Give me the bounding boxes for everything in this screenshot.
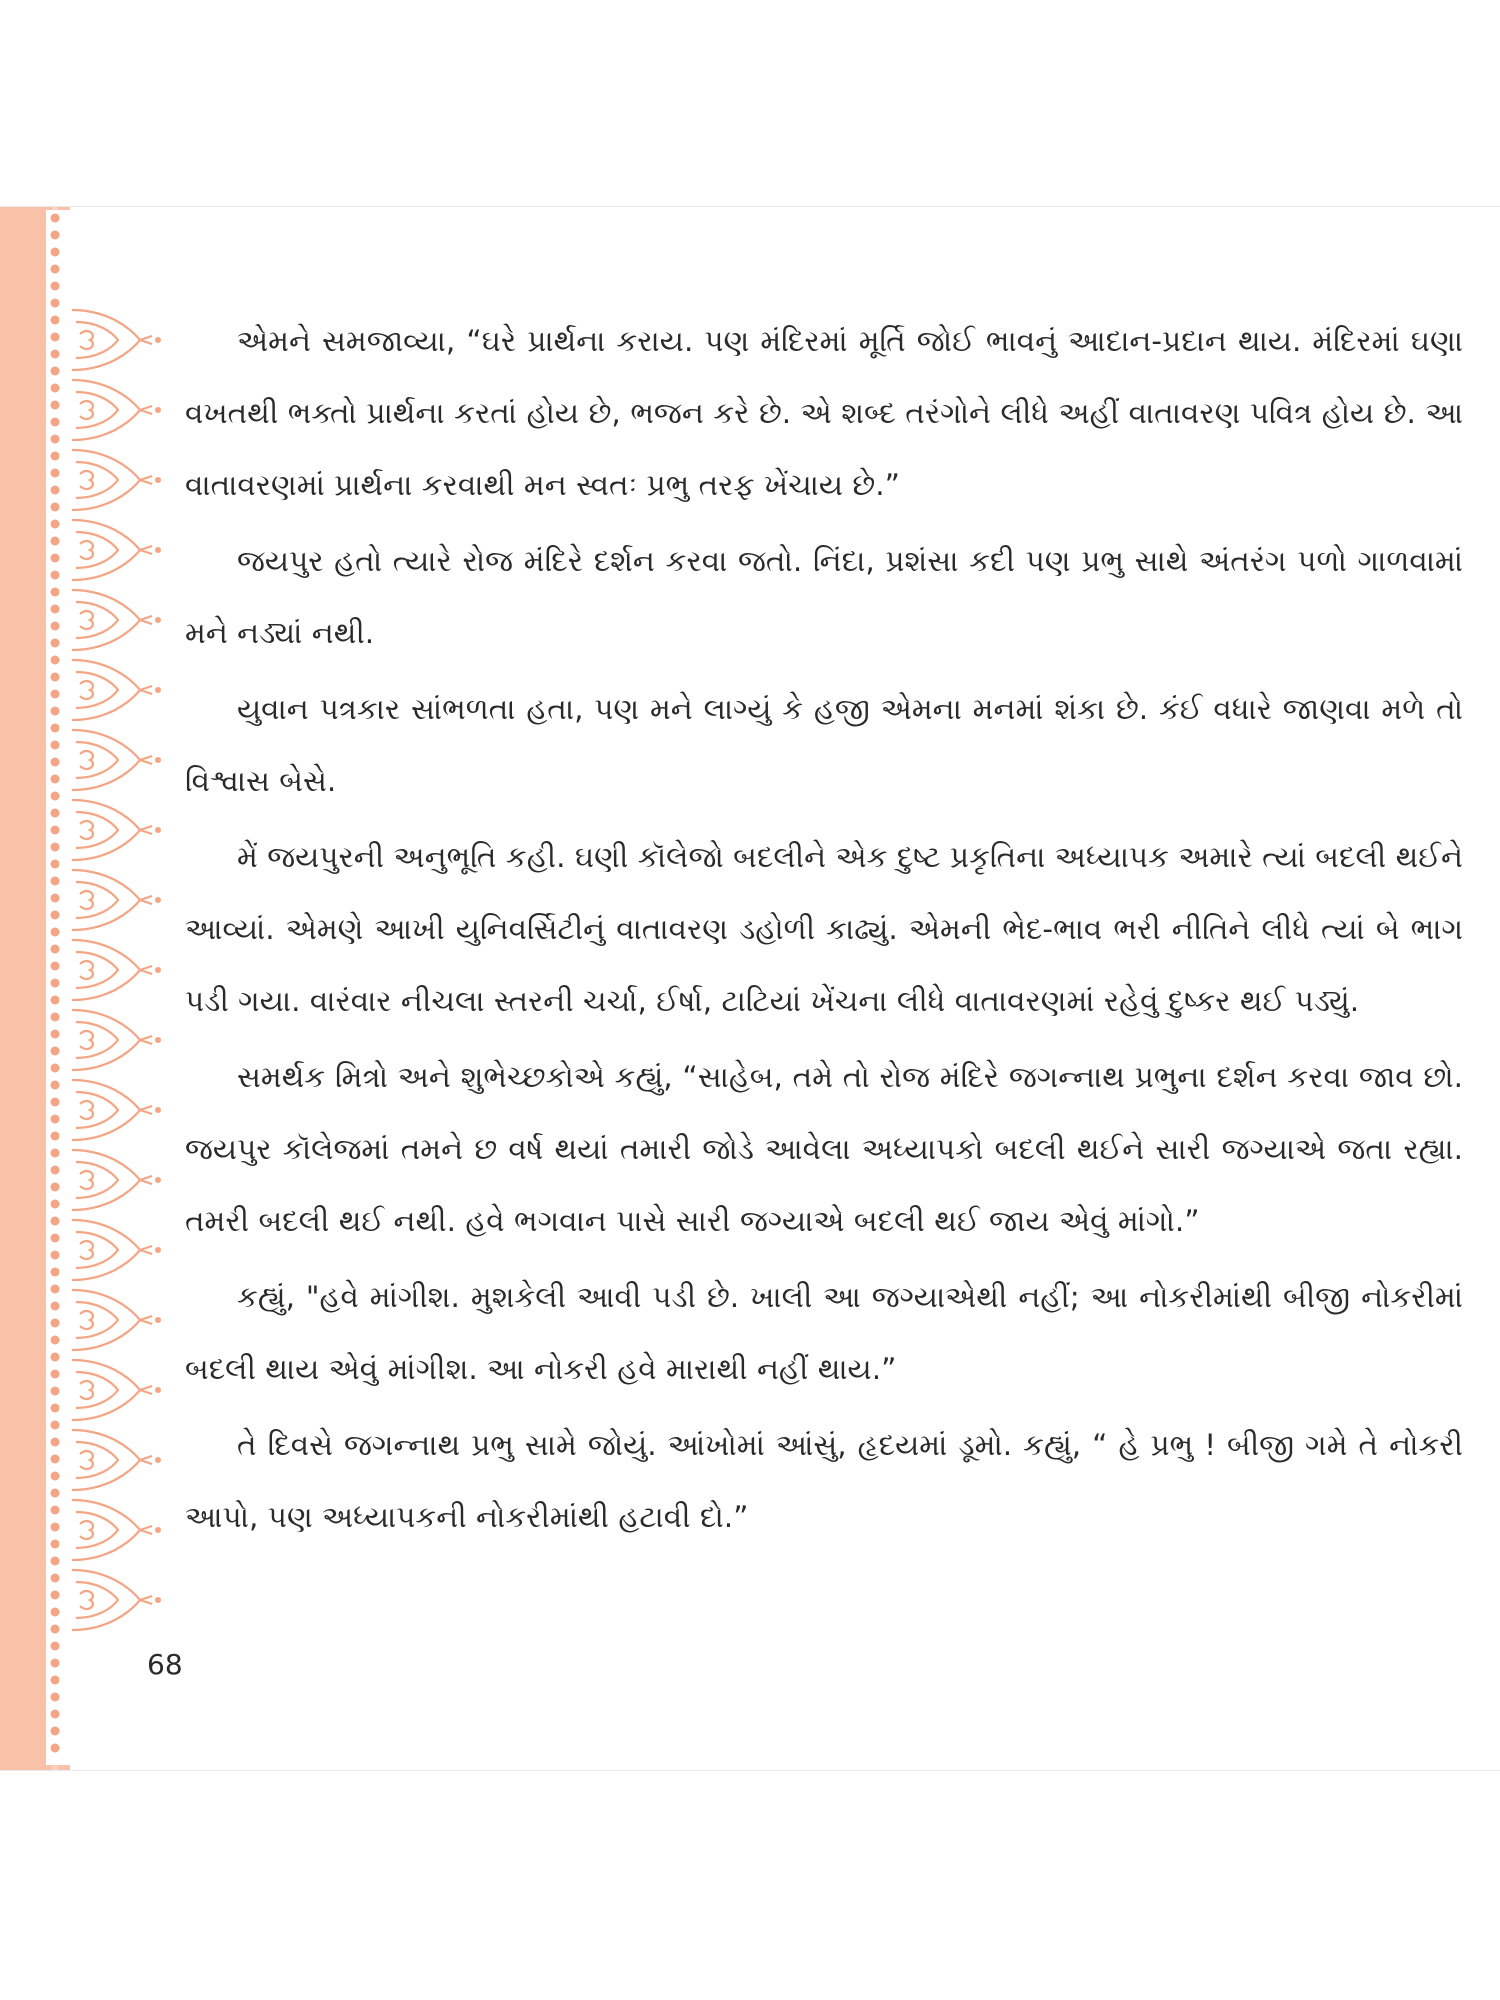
border-dot <box>51 1149 60 1158</box>
paragraph: સમર્થક મિત્રો અને શુભેચ્છકોએ કહ્યું, “સાહેબ, તમે તો રોજ મંદિરે જગન્નાથ પ્રભુના દર્શન કરવા જાવ છો. જયપુર કૉલેજમાં તમને છ વર્ષ થયાં તમારી જોડે આવેલા અધ્યાપકો બદલી થઈને સારી જગ્યાએ જતા રહ્યા. તમરી બદલી થઈ નથી. હવે ભગવાન પાસે સારી જગ્યાએ બદલી થઈ જાય એવું માંગો.” <box>185 1060 1463 1238</box>
border-dot <box>51 1421 60 1430</box>
page-bottom-edge <box>0 1770 1500 1771</box>
border-dot <box>51 1710 60 1719</box>
border-dot <box>51 1183 60 1192</box>
paisley-ornament <box>72 730 161 790</box>
border-dot <box>51 1727 60 1736</box>
border-dot <box>51 265 60 274</box>
border-dot <box>51 911 60 920</box>
border-dot <box>51 656 60 665</box>
border-dot <box>51 1625 60 1634</box>
border-dot <box>51 1676 60 1685</box>
paisley-ornament <box>72 1500 161 1560</box>
border-dot <box>51 1540 60 1549</box>
border-dot <box>51 1268 60 1277</box>
border-dot <box>51 979 60 988</box>
border-dot <box>51 843 60 852</box>
border-dot <box>51 486 60 495</box>
paisley-ornament <box>72 310 161 370</box>
border-dot <box>51 435 60 444</box>
border-dot <box>51 452 60 461</box>
paisley-ornament <box>72 450 161 510</box>
border-dot <box>51 1081 60 1090</box>
border-dot <box>51 282 60 291</box>
border-dot <box>51 333 60 342</box>
paisley-ornament <box>72 1360 161 1420</box>
border-dot <box>51 1574 60 1583</box>
body-text <box>185 305 1463 1557</box>
border-dot <box>51 639 60 648</box>
border-dot <box>51 537 60 546</box>
border-dot <box>51 826 60 835</box>
page-top-edge <box>0 206 1500 207</box>
border-dot <box>51 248 60 257</box>
dotted-border-icon <box>46 210 70 1765</box>
border-dot <box>51 1285 60 1294</box>
border-dot <box>51 1234 60 1243</box>
border-dot <box>51 1591 60 1600</box>
border-dot <box>51 554 60 563</box>
border-dot <box>51 1098 60 1107</box>
border-dot <box>51 605 60 614</box>
border-dot <box>51 231 60 240</box>
border-dot <box>51 1115 60 1124</box>
border-dot <box>51 1200 60 1209</box>
border-dot <box>51 792 60 801</box>
border-dot <box>51 1489 60 1498</box>
border-dot <box>51 1455 60 1464</box>
border-dot <box>51 1404 60 1413</box>
border-dot <box>51 367 60 376</box>
border-dot <box>51 775 60 784</box>
border-dot <box>51 1319 60 1328</box>
border-dot <box>51 1744 60 1753</box>
border-dot <box>51 316 60 325</box>
border-dot <box>51 1166 60 1175</box>
border-dot <box>51 1387 60 1396</box>
border-dot <box>51 622 60 631</box>
paisley-ornament <box>72 1570 161 1630</box>
paisley-ornament <box>72 380 161 440</box>
border-dot <box>51 401 60 410</box>
paisley-ornament <box>72 940 161 1000</box>
border-dot <box>51 1370 60 1379</box>
border-dot <box>51 758 60 767</box>
border-dot <box>51 1047 60 1056</box>
paisley-ornament <box>72 1220 161 1280</box>
border-dot <box>51 1642 60 1651</box>
border-dot <box>51 1523 60 1532</box>
border-dot <box>51 1557 60 1566</box>
border-dot <box>51 1251 60 1260</box>
paisley-ornament <box>72 870 161 930</box>
page-number: 68 <box>147 1648 183 1681</box>
border-dot <box>51 469 60 478</box>
border-dot <box>51 571 60 580</box>
border-dot <box>51 962 60 971</box>
border-dot <box>51 1217 60 1226</box>
border-dot <box>51 1693 60 1702</box>
border-dot <box>51 214 60 223</box>
paragraph: મેં જયપુરની અનુભૂતિ કહી. ઘણી કૉલેજો બદલીને એક દુષ્ટ પ્રકૃતિના અધ્યાપક અમારે ત્યાં બદલી થઈને આવ્યાં. એમણે આખી યુનિવર્સિટીનું વાતાવરણ ડહોળી કાઢ્યું. એમની ભેદ-ભાવ ભરી નીતિને લીધે ત્યાં બે ભાગ પડી ગયા. વારંવાર નીચલા સ્તરની ચર્ચા, ઈર્ષા, ટાટિયાં ખેંચના લીધે વાતાવરણમાં રહેવું દુષ્કર થઈ પડ્યું. <box>185 840 1463 1018</box>
border-dot <box>51 588 60 597</box>
paragraph: તે દિવસે જગન્નાથ પ્રભુ સામે જોયું. આંખોમાં આંસું, હૃદયમાં ડૂમો. કહ્યું, “ હે પ્રભુ ! બીજી ગમે તે નોકરી આપો, પણ અધ્યાપકની નોકરીમાંથી હટાવી દો.” <box>185 1428 1463 1534</box>
border-dot <box>51 299 60 308</box>
border-dot <box>51 1506 60 1515</box>
paragraph: યુવાન પત્રકાર સાંભળતા હતા, પણ મને લાગ્યું કે હજી એમના મનમાં શંકા છે. કંઈ વધારે જાણવા મળે તો વિશ્વાસ બેસે. <box>185 692 1463 798</box>
paisley-ornament <box>72 1150 161 1210</box>
border-dot <box>51 673 60 682</box>
border-dot <box>51 877 60 886</box>
border-dot <box>51 707 60 716</box>
border-dot <box>51 1302 60 1311</box>
border-dot <box>51 741 60 750</box>
border-dot <box>51 503 60 512</box>
border-dot <box>51 1438 60 1447</box>
border-dot <box>51 520 60 529</box>
paisley-ornament <box>72 1080 161 1140</box>
paisley-ornament <box>72 1010 161 1070</box>
border-dot <box>51 996 60 1005</box>
paisley-ornament <box>72 660 161 720</box>
paisley-ornament <box>72 520 161 580</box>
border-dot <box>51 809 60 818</box>
paisley-ornament <box>72 1290 161 1350</box>
border-dot <box>51 894 60 903</box>
border-dot <box>51 1336 60 1345</box>
border-dot <box>51 1472 60 1481</box>
border-dot <box>51 928 60 937</box>
paragraph: એમને સમજાવ્યા, “ઘરે પ્રાર્થના કરાય. પણ મંદિરમાં મૂર્તિ જોઈ ભાવનું આદાન-પ્રદાન થાય. મંદિરમાં ઘણા વખતથી ભક્તો પ્રાર્થના કરતાં હોય છે, ભજન કરે છે. એ શબ્દ તરંગોને લીધે અહીં વાતાવરણ પવિત્ર હોય છે. આ વાતાવરણમાં પ્રાર્થના કરવાથી મન સ્વતઃ પ્રભુ તરફ ખેંચાય છે.” <box>185 324 1463 502</box>
paisley-ornament <box>72 800 161 860</box>
paisley-ornament <box>72 1430 161 1490</box>
paragraph: કહ્યું, "હવે માંગીશ. મુશકેલી આવી પડી છે. ખાલી આ જગ્યાએથી નહીં; આ નોકરીમાંથી બીજી નોકરીમાં બદલી થાય એવું માંગીશ. આ નોકરી હવે મારાથી નહીં થાય.” <box>185 1280 1463 1386</box>
border-dot <box>51 350 60 359</box>
border-dot <box>51 945 60 954</box>
border-dot <box>51 724 60 733</box>
border-dot <box>51 384 60 393</box>
border-dot <box>51 690 60 699</box>
paragraph: જયપુર હતો ત્યારે રોજ મંદિરે દર્શન કરવા જતો. નિંદા, પ્રશંસા કદી પણ પ્રભુ સાથે અંતરંગ પળો ગાળવામાં મને નડ્યાં નથી. <box>185 544 1463 650</box>
border-dot <box>51 1132 60 1141</box>
border-dot <box>51 1659 60 1668</box>
paisley-ornament <box>72 590 161 650</box>
border-dot <box>51 1030 60 1039</box>
border-dot <box>51 1608 60 1617</box>
paisley-ornament-icon <box>68 300 168 1660</box>
border-dot <box>51 1064 60 1073</box>
border-dot <box>51 1013 60 1022</box>
border-dot <box>51 860 60 869</box>
border-dot <box>51 418 60 427</box>
border-dot <box>51 1353 60 1362</box>
